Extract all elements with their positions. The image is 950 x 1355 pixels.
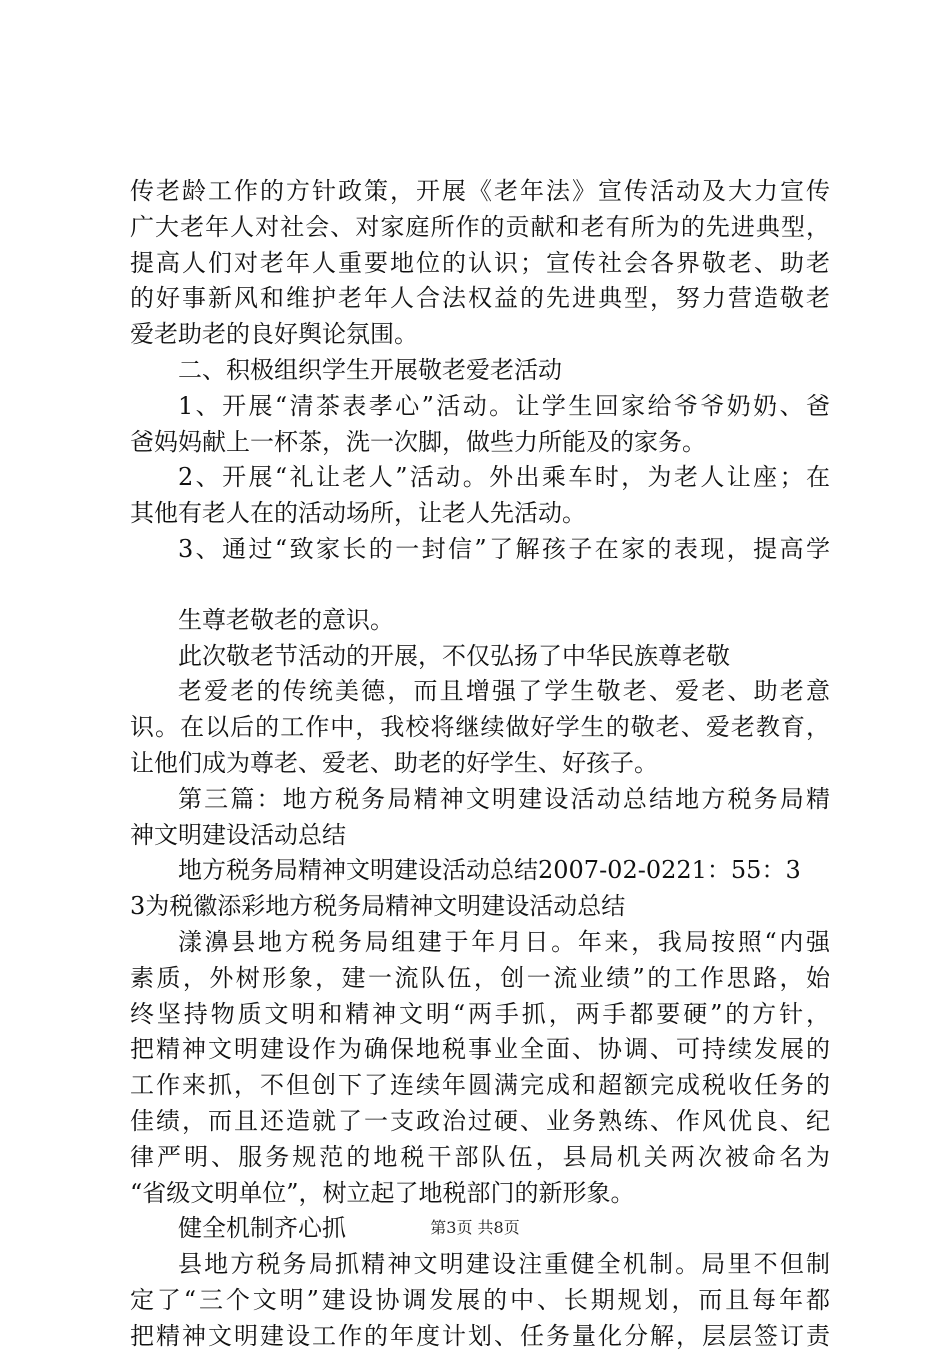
paragraph-line: 生尊老敬老的意识。 [178,605,394,634]
paragraph-line: 爱老助老的良好舆论氛围。 [130,320,418,349]
paragraph-line: 佳绩，而且还造就了一支政治过硬、业务熟练、作风优良、纪 [130,1106,830,1135]
paragraph-line: 3为税徽添彩地方税务局精神文明建设活动总结 [130,892,626,921]
paragraph-line: 律严明、服务规范的地税干部队伍，县局机关两次被命名为 [130,1142,830,1171]
section-heading: 二、积极组织学生开展敬老爱老活动 [178,355,562,384]
paragraph-line: 漾濞县地方税务局组建于年月日。年来，我局按照“内强 [178,927,830,956]
section-heading: 第三篇：地方税务局精神文明建设活动总结地方税务局精 [178,784,830,813]
paragraph-line: 把精神文明建设工作的年度计划、任务量化分解，层层签订责 [130,1321,830,1350]
paragraph-line: “省级文明单位”，树立起了地税部门的新形象。 [130,1178,635,1207]
paragraph-line: 爸妈妈献上一杯茶，洗一次脚，做些力所能及的家务。 [130,427,706,456]
paragraph-gap [130,568,830,603]
section-heading: 健全机制齐心抓 [178,1214,346,1243]
section-heading: 神文明建设活动总结 [130,820,346,849]
paragraph-line: 此次敬老节活动的开展，不仅弘扬了中华民族尊老敬 [178,641,730,670]
paragraph-line: 工作来抓，不但创下了连续年圆满完成和超额完成税收任务的 [130,1071,830,1100]
paragraph-line: 素质，外树形象，建一流队伍，创一流业绩”的工作思路，始 [130,963,830,992]
page-number-footer: 第3页 共8页 [430,1218,520,1237]
paragraph-line: 让他们成为尊老、爱老、助老的好学生、好孩子。 [130,748,658,777]
paragraph-line: 老爱老的传统美德，而且增强了学生敬老、爱老、助老意 [178,677,830,706]
paragraph-line: 3、通过“致家长的一封信”了解孩子在家的表现，提高学 [178,534,830,563]
paragraph-line: 提高人们对老年人重要地位的认识；宣传社会各界敬老、助老 [130,248,830,277]
paragraph-line: 地方税务局精神文明建设活动总结2007-02-0221：55：3 [178,856,801,885]
paragraph-line: 其他有老人在的活动场所，让老人先活动。 [130,499,586,528]
paragraph-line: 终坚持物质文明和精神文明“两手抓，两手都要硬”的方针， [130,999,830,1028]
paragraph-line: 把精神文明建设作为确保地税事业全面、协调、可持续发展的 [130,1035,830,1064]
paragraph-line: 2、开展“礼让老人”活动。外出乘车时，为老人让座；在 [178,463,830,492]
paragraph-line: 定了“三个文明”建设协调发展的中、长期规划，而且每年都 [130,1285,830,1314]
paragraph-line: 识。在以后的工作中，我校将继续做好学生的敬老、爱老教育， [130,713,830,742]
paragraph-line: 的好事新风和维护老年人合法权益的先进典型，努力营造敬老 [130,284,830,313]
paragraph-line: 县地方税务局抓精神文明建设注重健全机制。局里不但制 [178,1250,830,1279]
document-body [130,174,830,1355]
paragraph-line: 广大老年人对社会、对家庭所作的贡献和老有所为的先进典型， [130,212,830,241]
paragraph-line: 传老龄工作的方针政策，开展《老年法》宣传活动及大力宣传 [130,177,830,205]
paragraph-line: 1、开展“清茶表孝心”活动。让学生回家给爷爷奶奶、爸 [178,391,830,420]
